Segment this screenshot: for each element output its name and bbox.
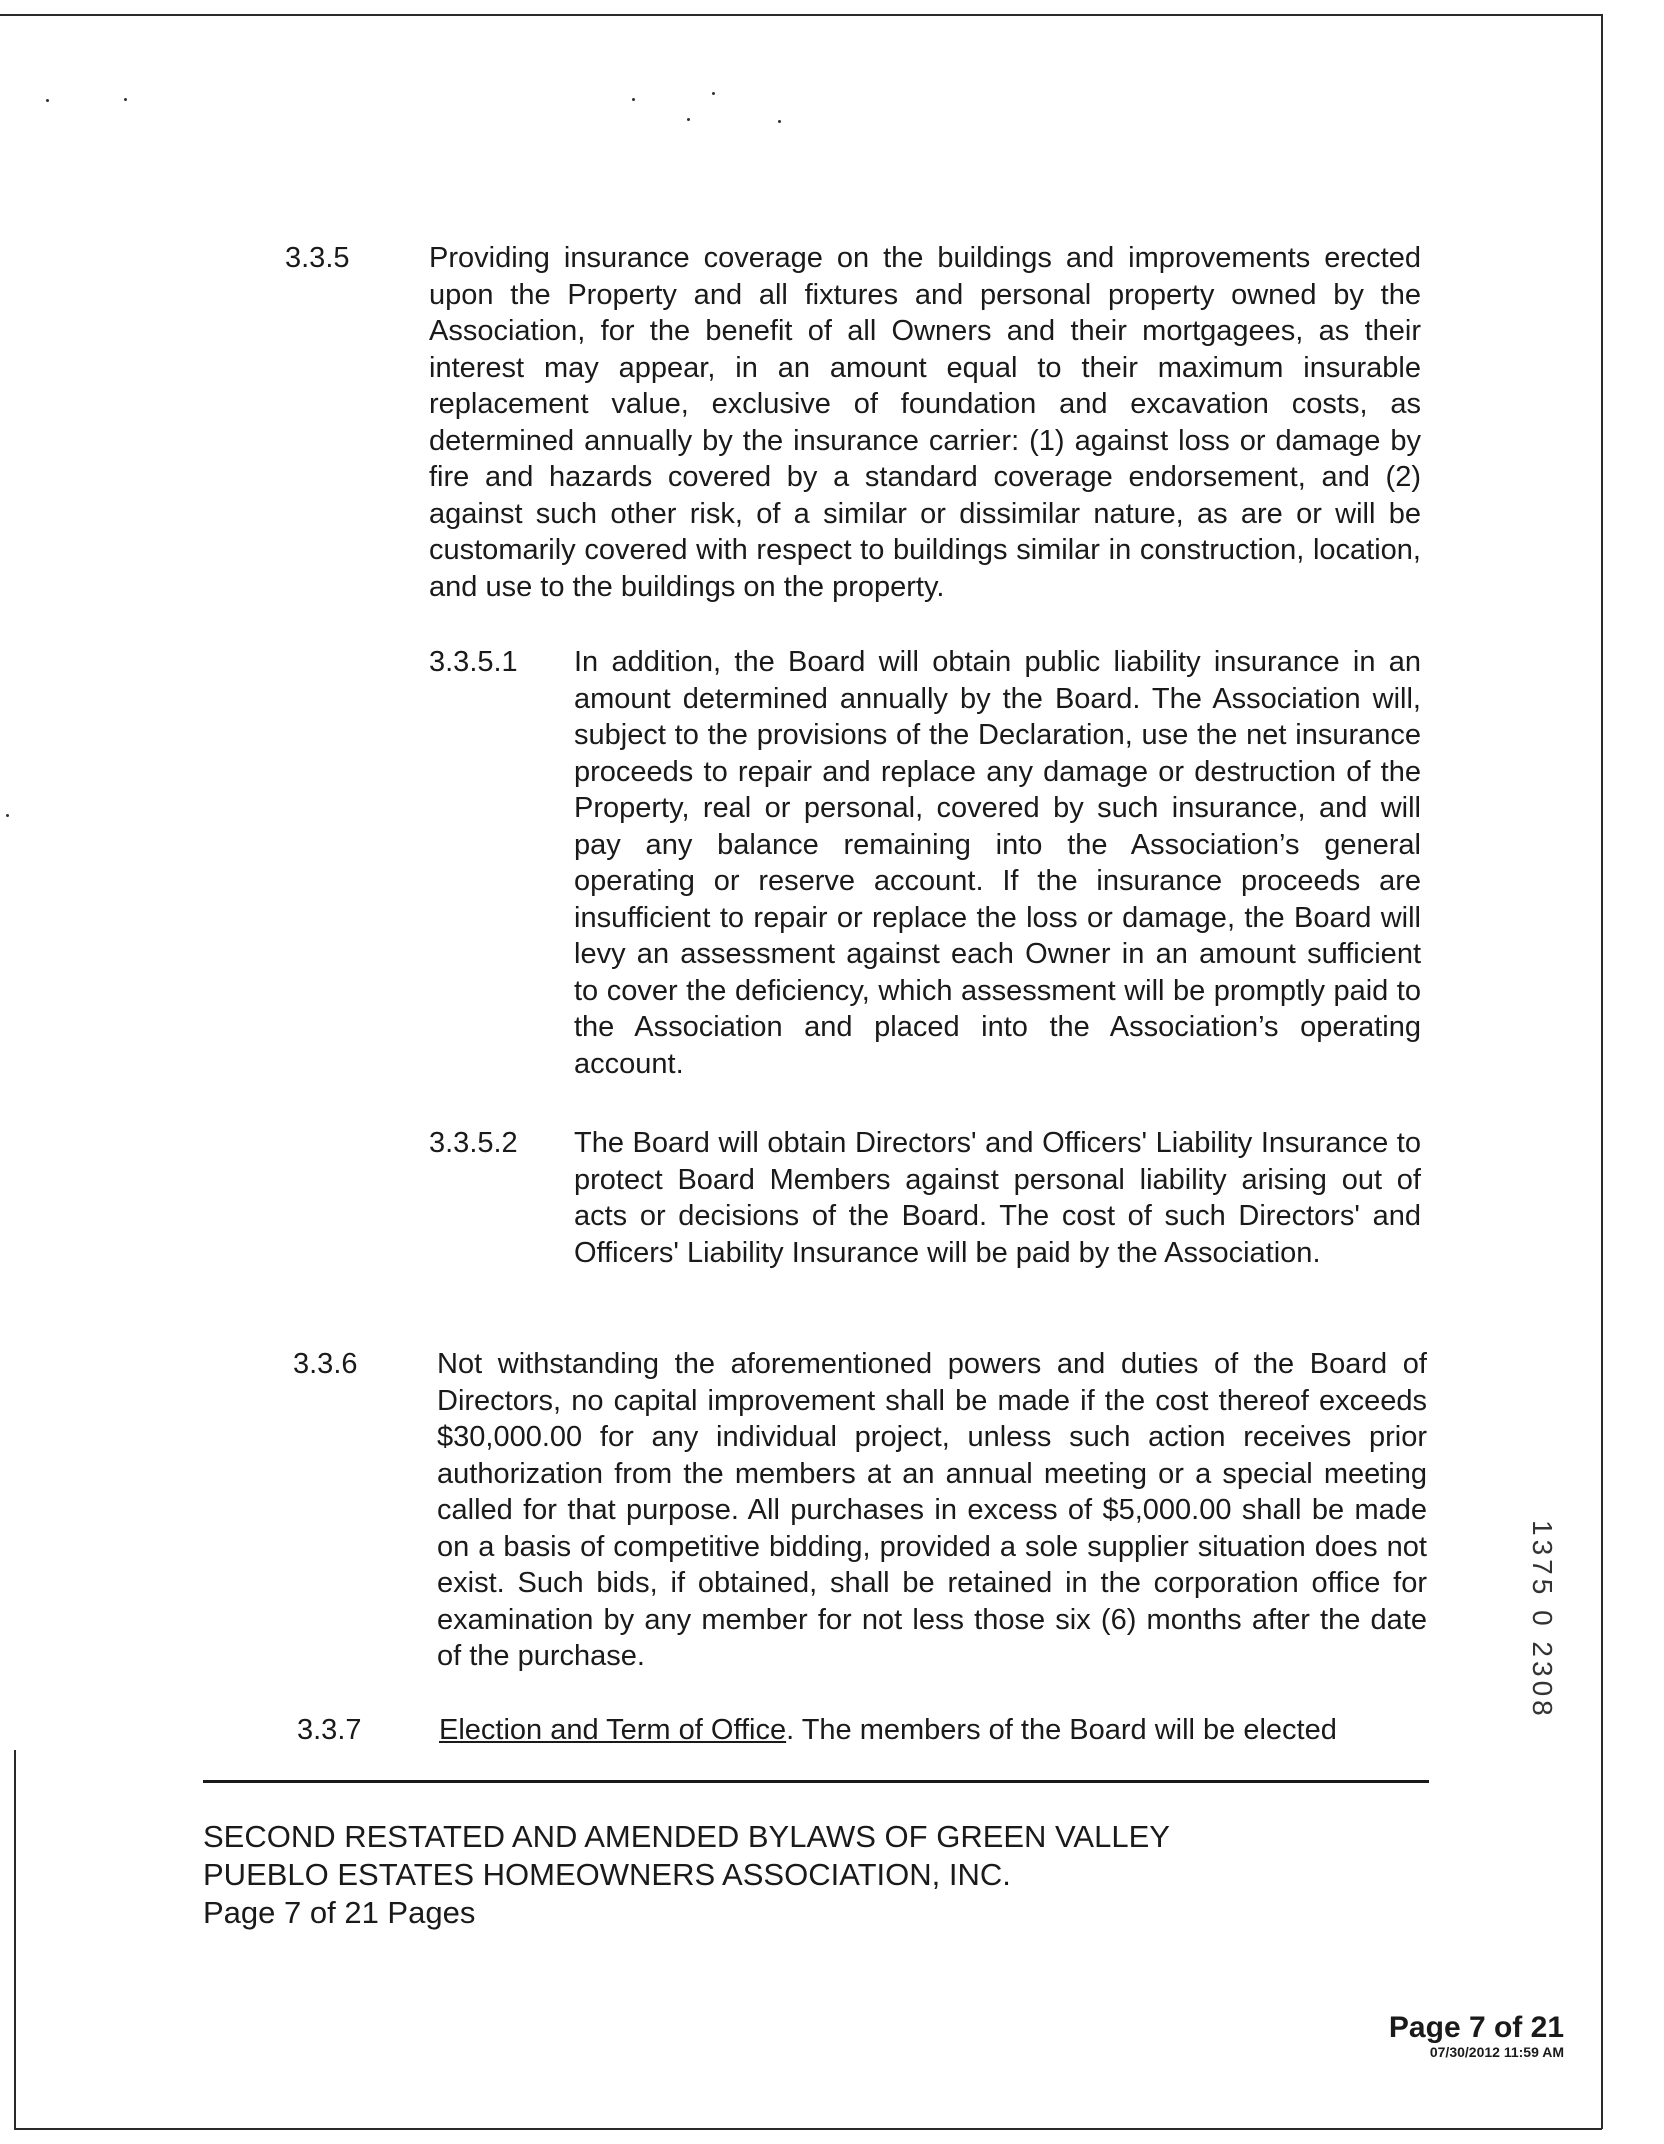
page-stamp-timestamp: 07/30/2012 11:59 AM xyxy=(1429,2044,1564,2060)
section-text: Providing insurance coverage on the buildings and improvements erected upon the Property and all fixtures and personal property owned by the Association, for the benefit of all Owners and their mortgagees, as their interest may appear, in an amount equal to their maximum insurable replacement value, exclusive of foundation and excavation costs, as determined annually by the insurance carrier: (1) against loss or damage by fire and hazards covered by a standard coverage endorsement, and (2) against such other risk, of a similar or dissimilar nature, as are or will be customarily covered with respect to buildings similar in construction, location, and use to the buildings on the property. xyxy=(429,242,1421,603)
footer-rule xyxy=(203,1780,1429,1783)
page-stamp xyxy=(1389,2012,1564,2060)
section-text: In addition, the Board will obtain public liability insurance in an amount determined annually by the Board. The Association will, subject to the provisions of the Declaration, use the net insurance proceeds to repair and replace any damage or destruction of the Property, real or personal, covered by such insurance, and will pay any balance remaining into the Association’s general operating or reserve account. If the insurance proceeds are insufficient to repair or replace the loss or damage, the Board will levy an assessment against each Owner in an amount sufficient to cover the deficiency, which assessment will be promptly paid to the Association and placed into the Association’s operating account. xyxy=(574,646,1421,1080)
scan-speck xyxy=(632,98,635,101)
section-number: 3.3.5 xyxy=(285,242,350,274)
scan-speck xyxy=(712,92,715,95)
section-heading: Election and Term of Office xyxy=(439,1714,787,1746)
section-number: 3.3.7 xyxy=(297,1714,362,1746)
section-3-3-6 xyxy=(0,1346,1664,1676)
recording-number-text: 1375 0 2308 xyxy=(1527,1520,1558,1720)
section-number: 3.3.6 xyxy=(293,1348,358,1380)
section-3-3-5 xyxy=(0,240,1664,620)
section-3-3-5-2 xyxy=(0,1125,1664,1315)
section-number: 3.3.5.1 xyxy=(429,646,518,678)
scan-speck xyxy=(687,118,690,121)
page-border-left xyxy=(14,1750,16,2128)
section-text xyxy=(439,1712,1429,1749)
scan-speck xyxy=(46,99,49,102)
section-text: The Board will obtain Directors' and Officers' Liability Insurance to protect Board Members against personal liability arising out of acts or decisions of the Board. The cost of such Directors' and Officers' Liability Insurance will be paid by the Association. xyxy=(574,1127,1421,1269)
page-stamp-page: Page 7 of 21 xyxy=(1388,2011,1564,2044)
section-text: Not withstanding the aforementioned powers and duties of the Board of Directors, no capital improvement shall be made if the cost thereof exceeds $30,000.00 for any individual project, unless such action receives prior authorization from the members at an annual meeting or a special meeting called for that purpose. All purchases in excess of $5,000.00 shall be made on a basis of competitive bidding, provided a sole supplier situation does not exist. Such bids, if obtained, shall be retained in the corporation office for examination by any member for not less those six (6) months after the date of the purchase. xyxy=(437,1348,1427,1672)
recording-number xyxy=(1510,1520,1570,1780)
scan-speck xyxy=(124,98,127,101)
section-number: 3.3.5.2 xyxy=(429,1127,518,1159)
page-border-bottom xyxy=(14,2128,1602,2130)
section-3-3-5-1 xyxy=(0,644,1664,1084)
scan-speck xyxy=(778,120,781,123)
section-3-3-7 xyxy=(0,1712,1664,1752)
section-text-tail: . The members of the Board will be elected xyxy=(786,1714,1337,1746)
page-border-top xyxy=(0,14,1602,16)
footer-title: SECOND RESTATED AND AMENDED BYLAWS OF GREEN VALLEY PUEBLO ESTATES HOMEOWNERS ASSOCIATION, INC. Page 7 of 21 Pages xyxy=(203,1819,1170,1930)
